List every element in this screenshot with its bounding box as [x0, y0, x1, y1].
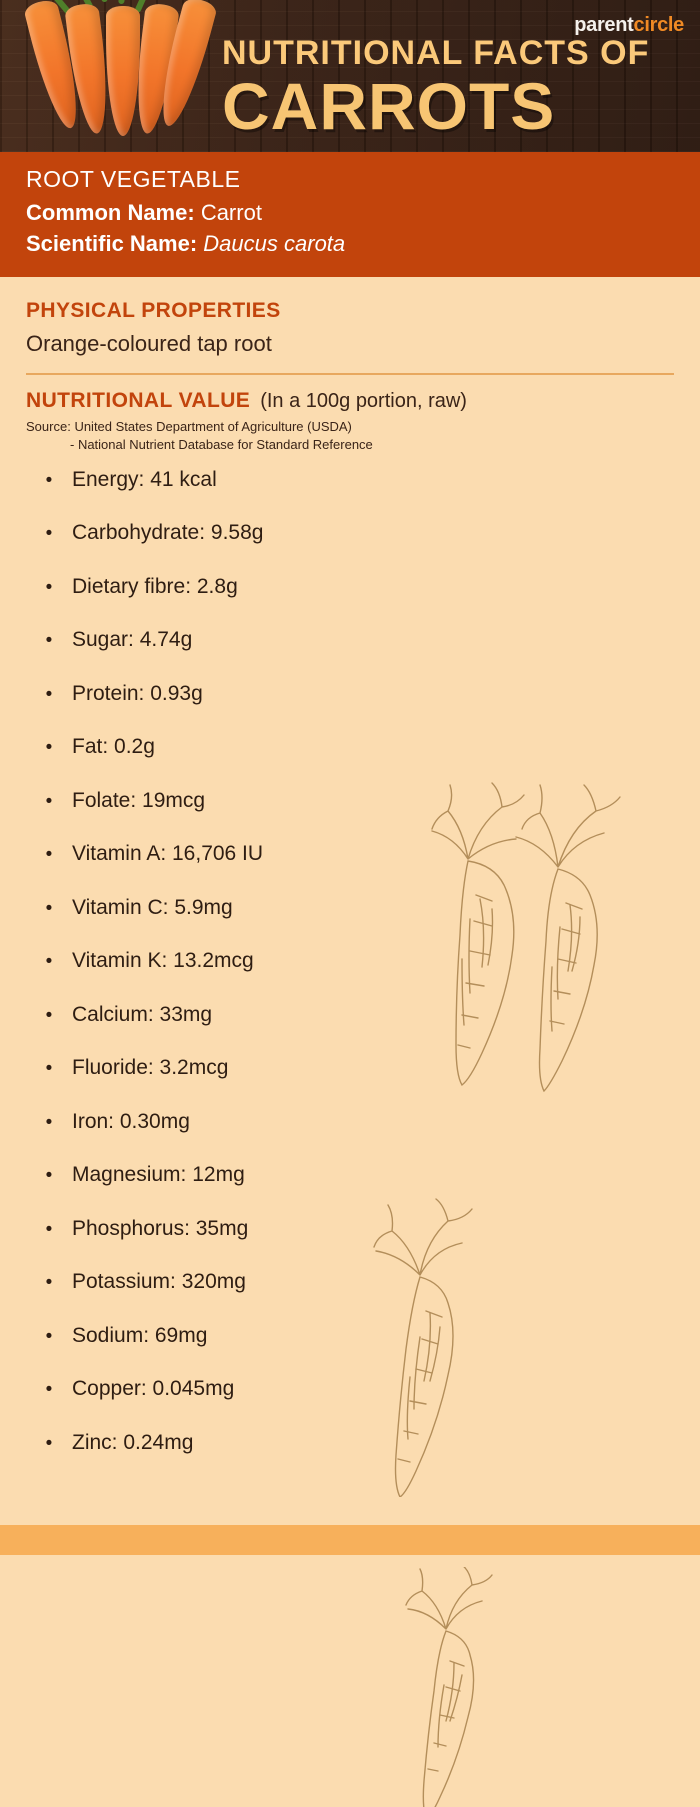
- brand-name-part2: circle: [633, 14, 684, 36]
- nutrient-text: Folate: 19mcg: [72, 788, 206, 812]
- nutrient-text: Calcium: 33mg: [72, 1002, 213, 1026]
- source-note: [26, 418, 674, 453]
- nutrient-text: Fat: 0.2g: [72, 735, 155, 759]
- scientific-name-row: [26, 228, 674, 259]
- bullet-icon: •: [45, 737, 53, 759]
- nutrient-text: Iron: 0.30mg: [72, 1109, 190, 1133]
- portion-note: (In a 100g portion, raw): [260, 390, 467, 413]
- bullet-icon: •: [45, 1165, 53, 1187]
- bullet-icon: •: [45, 1325, 53, 1347]
- carrot-sketch-illustration-3: [370, 1567, 550, 1807]
- list-item: [26, 682, 674, 736]
- list-item: [26, 735, 674, 789]
- list-item: [26, 1003, 674, 1057]
- source-label: Source:: [26, 419, 71, 435]
- list-item: [26, 789, 674, 843]
- list-item: [26, 949, 674, 1003]
- scientific-name-value: Daucus carota: [203, 231, 346, 257]
- brand-name-part1: parent: [574, 14, 634, 36]
- nutrient-text: Potassium: 320mg: [72, 1270, 246, 1294]
- nutrient-text: Vitamin C: 5.9mg: [72, 895, 233, 919]
- identity-band: [0, 152, 700, 277]
- nutrient-text: Zinc: 0.24mg: [72, 1430, 194, 1454]
- list-item: [26, 896, 674, 950]
- list-item: [26, 628, 674, 682]
- list-item: [26, 521, 674, 575]
- page-title: [222, 36, 692, 141]
- nutrient-list: [26, 468, 674, 1485]
- nutrient-text: Copper: 0.045mg: [72, 1377, 235, 1401]
- nutrient-text: Dietary fibre: 2.8g: [72, 574, 238, 598]
- list-item: [26, 1110, 674, 1164]
- bullet-icon: •: [45, 1004, 53, 1026]
- list-item: [26, 1056, 674, 1110]
- nutrient-text: Energy: 41 kcal: [72, 467, 217, 491]
- category-label: ROOT VEGETABLE: [26, 166, 241, 192]
- bullet-icon: •: [45, 469, 53, 491]
- nutrient-text: Sugar: 4.74g: [72, 628, 193, 652]
- list-item: [26, 842, 674, 896]
- bullet-icon: •: [45, 1272, 53, 1294]
- bullet-icon: •: [45, 951, 53, 973]
- bullet-icon: •: [45, 630, 53, 652]
- list-item: [26, 1377, 674, 1431]
- nutrient-text: Magnesium: 12mg: [72, 1163, 245, 1187]
- content-body: [0, 277, 700, 1484]
- physical-properties-text: Orange-coloured tap root: [26, 331, 272, 357]
- nutrient-text: Vitamin A: 16,706 IU: [72, 842, 264, 866]
- nutrient-text: Protein: 0.93g: [72, 681, 203, 705]
- source-line-1: United States Department of Agriculture (USDA): [74, 419, 352, 435]
- list-item: [26, 468, 674, 522]
- bullet-icon: •: [45, 576, 53, 598]
- bullet-icon: •: [45, 1379, 53, 1401]
- header-banner: [0, 0, 700, 152]
- nutrient-text: Fluoride: 3.2mcg: [72, 1056, 229, 1080]
- bullet-icon: •: [45, 683, 53, 705]
- physical-properties-heading: PHYSICAL PROPERTIES: [26, 299, 281, 323]
- nutrient-text: Carbohydrate: 9.58g: [72, 521, 264, 545]
- common-name-row: [26, 197, 674, 228]
- list-item: [26, 1270, 674, 1324]
- carrot-bunch-photo: [10, 0, 220, 149]
- list-item: [26, 1217, 674, 1271]
- common-name-value: Carrot: [200, 200, 262, 225]
- list-item: [26, 1431, 674, 1485]
- nutrient-text: Vitamin K: 13.2mcg: [72, 949, 254, 973]
- bullet-icon: •: [45, 523, 53, 545]
- bullet-icon: •: [45, 844, 53, 866]
- source-line-2: - National Nutrient Database for Standard Reference: [70, 437, 373, 453]
- title-line-1: NUTRITIONAL FACTS OF: [222, 34, 650, 72]
- section-divider: [26, 373, 674, 375]
- list-item: [26, 575, 674, 629]
- scientific-name-label: Scientific Name:: [26, 231, 198, 257]
- bullet-icon: •: [45, 790, 53, 812]
- bullet-icon: •: [45, 1058, 53, 1080]
- bullet-icon: •: [45, 1218, 53, 1240]
- title-line-2: CARROTS: [222, 69, 556, 143]
- nutrient-text: Phosphorus: 35mg: [72, 1216, 249, 1240]
- nutritional-value-heading: NUTRITIONAL VALUE: [26, 389, 251, 413]
- nutrient-text: Sodium: 69mg: [72, 1323, 208, 1347]
- common-name-label: Common Name:: [26, 200, 195, 225]
- footer-bar: [0, 1525, 700, 1555]
- list-item: [26, 1324, 674, 1378]
- nutritional-value-heading-row: [26, 389, 674, 413]
- list-item: [26, 1163, 674, 1217]
- bullet-icon: •: [45, 897, 53, 919]
- bullet-icon: •: [45, 1111, 53, 1133]
- bullet-icon: •: [45, 1432, 53, 1454]
